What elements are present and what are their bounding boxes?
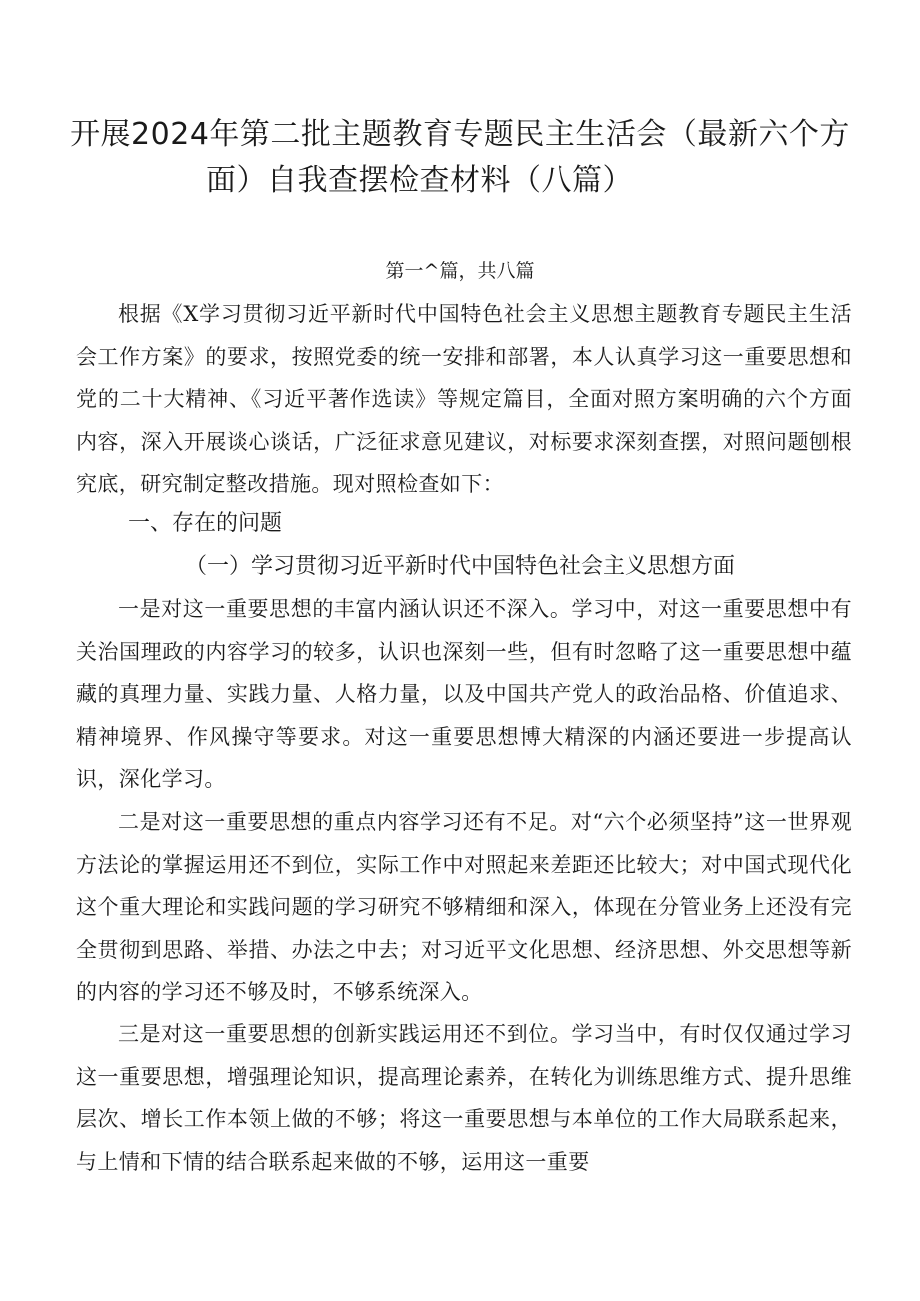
title-line-1: 开展2024年第二批主题教育专题民主生活会（最新六个方 <box>70 117 850 152</box>
document-title <box>60 112 860 204</box>
title-line-2: 面）自我查摆检查材料（八篇） <box>206 163 633 198</box>
body-paragraph-1: 一是对这一重要思想的丰富内涵认识还不深入。学习中，对这一重要思想中有关治国理政的内容学习的较多，认识也深刻一些，但有时忽略了这一重要思想中蕴藏的真理力量、实践力量、人格力量，以及中国共产党人的政治品格、价值追求、精神境界、作风操守等要求。对这一重要思想博大精深的内涵还要进一步提高认识，深化学习。 <box>76 597 852 791</box>
intro-paragraph: 根据《X学习贯彻习近平新时代中国特色社会主义思想主题教育专题民主生活会工作方案》的要求，按照党委的统一安排和部署，本人认真学习这一重要思想和党的二十大精神、《习近平著作选读》等规定篇目，全面对照方案明确的六个方面内容，深入开展谈心谈话，广泛征求意见建议，对标要求深刻查摆，对照问题刨根究底，研究制定整改措施。现对照检查如下： <box>76 302 852 496</box>
body-paragraph-3: 三是对这一重要思想的创新实践运用还不到位。学习当中，有时仅仅通过学习这一重要思想，增强理论知识，提高理论素养，在转化为训练思维方式、提升思维层次、增长工作本领上做的不够；将这一重要思想与本单位的工作大局联系起来，与上情和下情的结合联系起来做的不够，运用这一重要 <box>76 1022 852 1174</box>
part-label: 第一^篇，共八篇 <box>385 260 535 282</box>
body-paragraph-2: 二是对这一重要思想的重点内容学习还有不足。对“六个必须坚持”这一世界观方法论的掌握运用还不到位，实际工作中对照起来差距还比较大；对中国式现代化这个重大理论和实践问题的学习研究不够精细和深入，体现在分管业务上还没有完全贯彻到思路、举措、办法之中去；对习近平文化思想、经济思想、外交思想等新的内容的学习还不够及时，不够系统深入。 <box>76 810 852 1004</box>
subsection-heading: （一）学习贯彻习近平新时代中国特色社会主义思想方面 <box>184 554 735 579</box>
section-heading: 一、存在的问题 <box>128 511 283 536</box>
